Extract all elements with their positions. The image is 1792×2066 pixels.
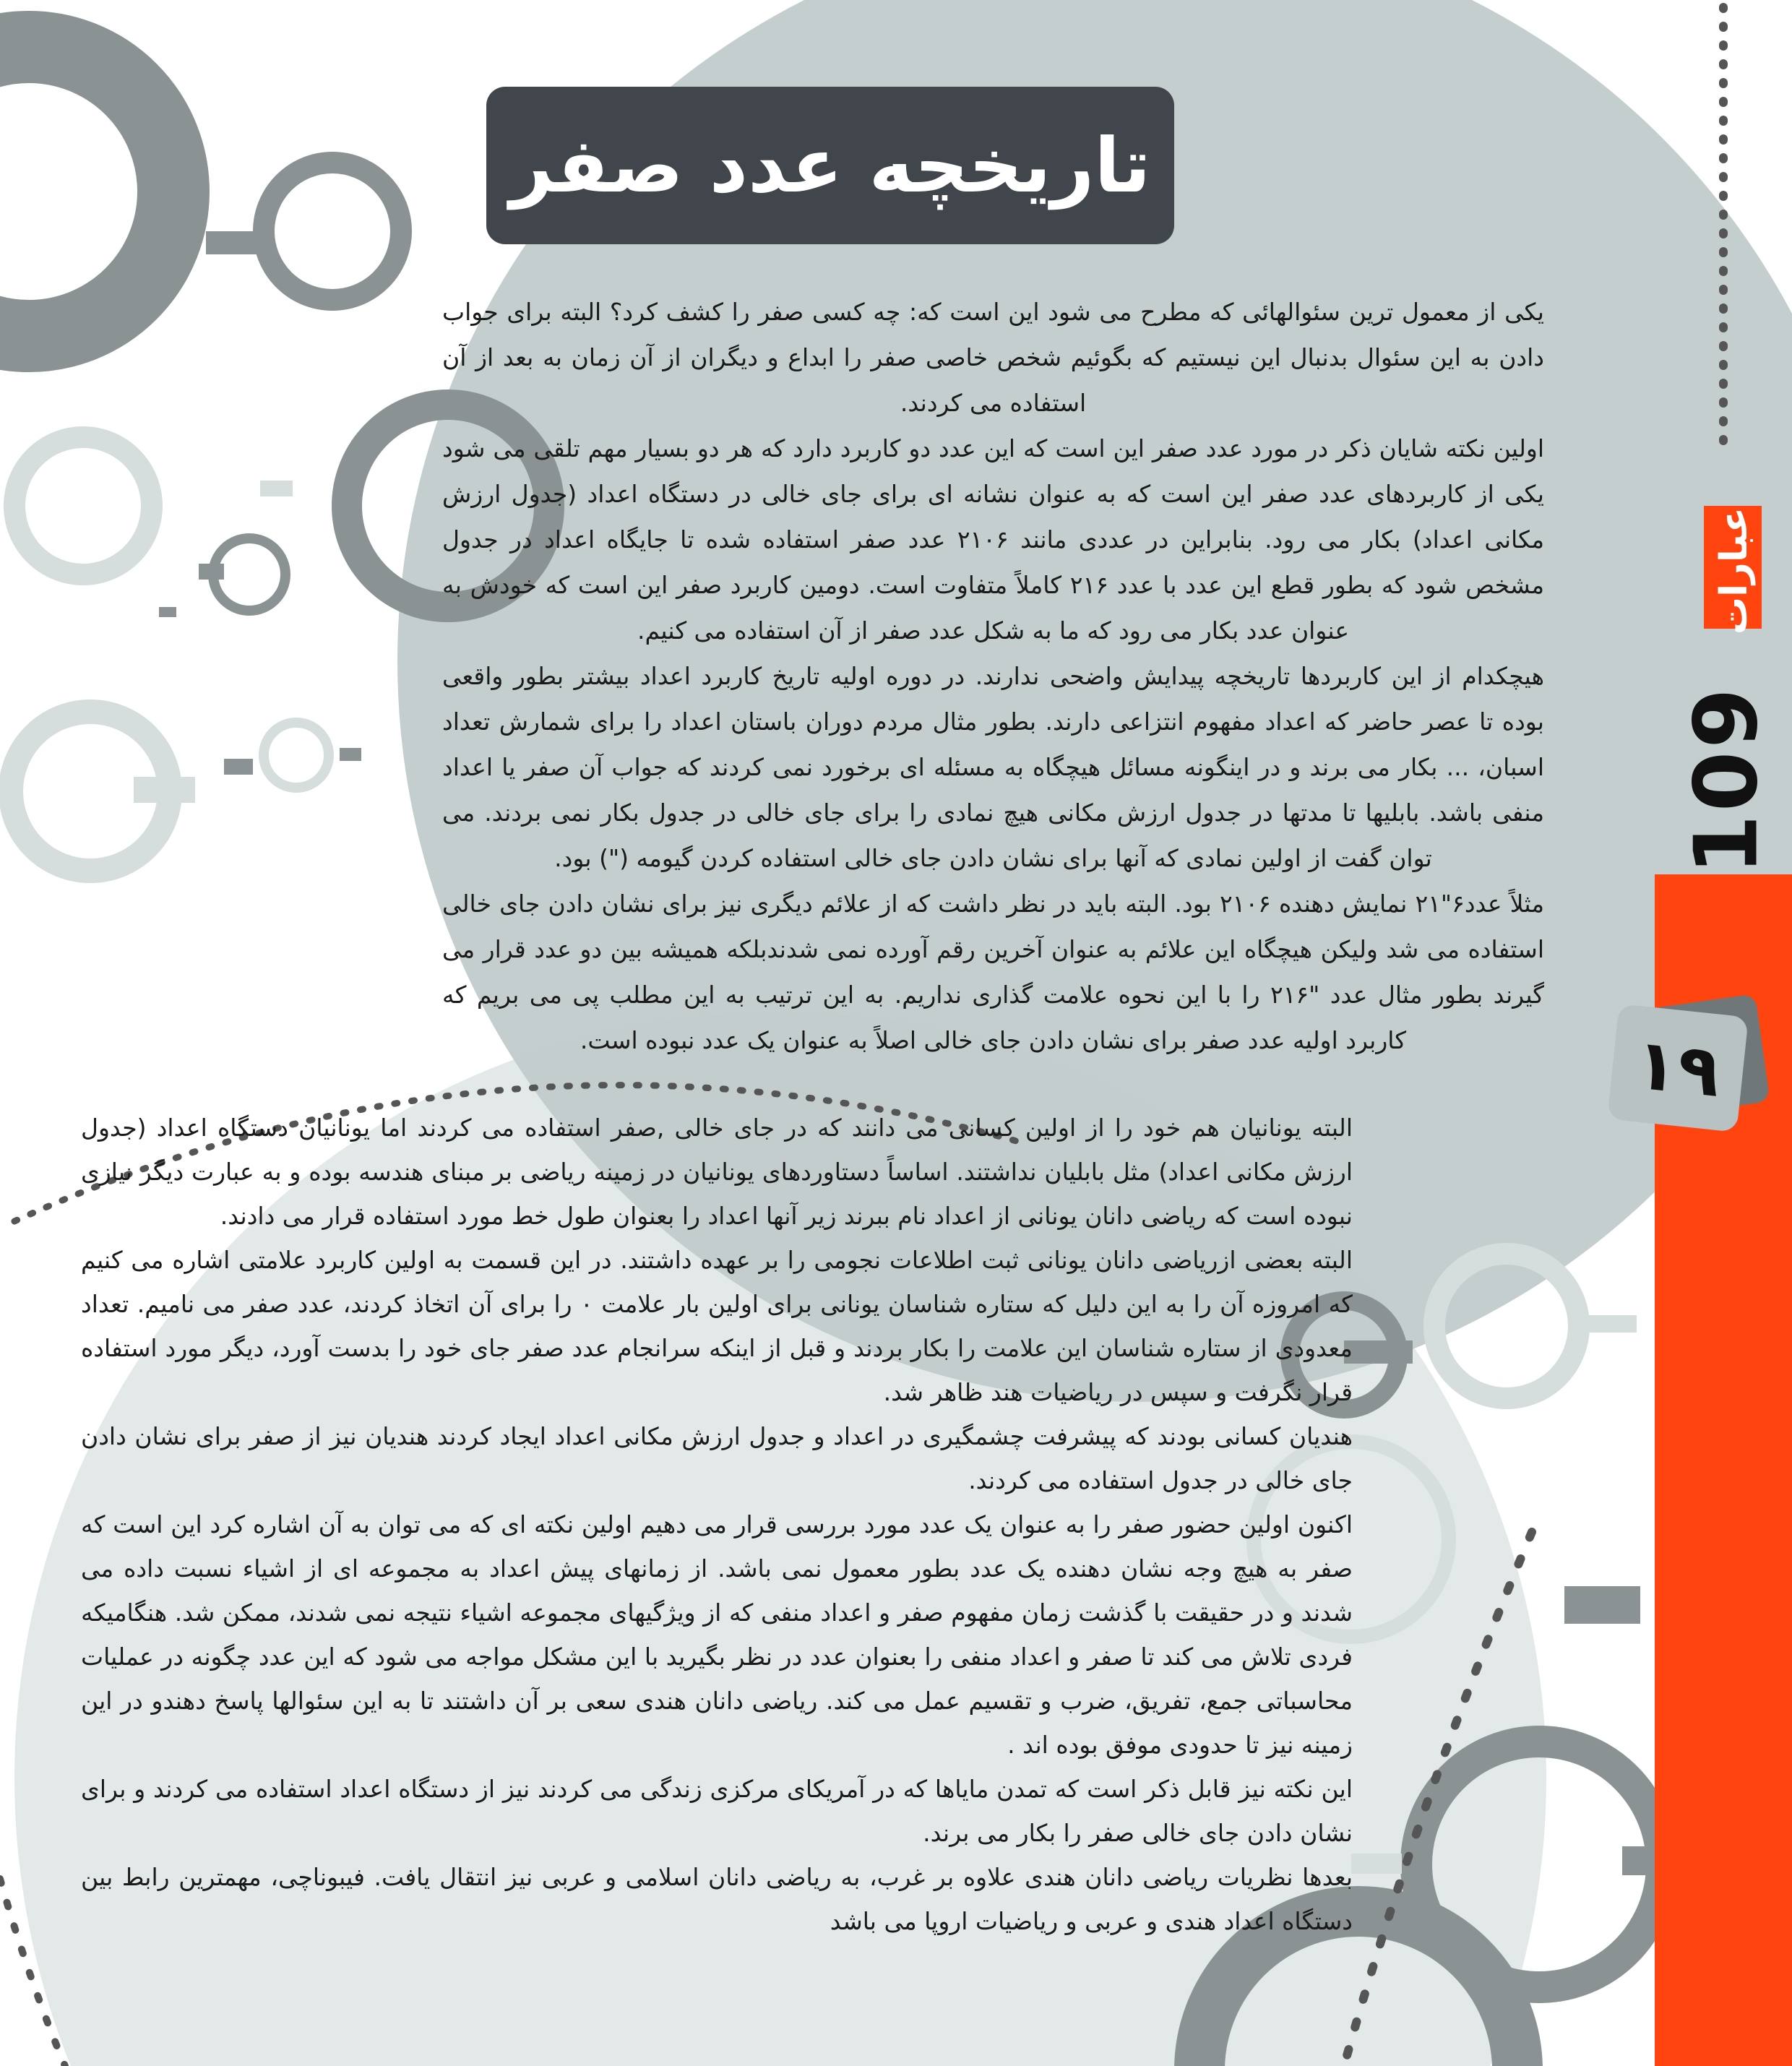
title-box	[486, 87, 1174, 244]
article-text-bottom	[81, 1106, 1353, 1943]
dash-left-6	[199, 564, 224, 580]
ring-left-small	[264, 163, 401, 300]
paragraph: اولین نکته شایان ذکر در مورد عدد صفر این است که این عدد دو کاربرد دارد که هر دو بسیار مهم تلقی می شود یکی از کاربردهای عدد صفر این است که به عنوان نشانه ای برای جای خالی در دستگاه اعداد (جدول ارزش مکانی اعداد) بکار می رود. بنابراین در عددی مانند ۲۱۰۶ عدد صفر استفاده شده تا جایگاه اعداد در جدول مشخص شود که بطور قطع این عدد با عدد ۲۱۶ کاملاً متفاوت است. دومین کاربرد صفر این است که خودش به عنوان عدد بکار می رود که ما به شکل عدد صفر از آن استفاده می کنیم.	[442, 434, 1544, 645]
paragraph: بعدها نظریات ریاضی دانان هندی علاوه بر غرب، به ریاضی دانان اسلامی و عربی نیز انتقال یافت. فیبوناچی، مهمترین رابط بین دستگاه اعداد هندی و عربی و ریاضیات اروپا می باشد	[81, 1863, 1353, 1935]
paragraph: هندیان کسانی بودند که پیشرفت چشمگیری در اعداد و جدول ارزش مکانی اعداد ایجاد کردند هندیان نیز از صفر برای نشان دادن جای خالی در جدول استفاده می کردند.	[81, 1422, 1353, 1494]
paragraph: یکی از معمول ترین سئوالهائی که مطرح می شود این است که: چه کسی صفر را کشف کرد؟ البته برای جواب دادن به این سئوال بدنبال این نیستیم که بگوئیم شخص خاصی صفر را ابداع و دیگران از آن زمان به بعد از آن استفاده می کردند.	[442, 298, 1544, 417]
page-title: تاریخچه عدد صفر	[509, 121, 1151, 210]
dash-right-4	[1622, 1846, 1651, 1875]
ring-left-pale-3	[264, 723, 329, 788]
dash-left-4	[224, 759, 253, 775]
dash-left-2	[260, 481, 293, 496]
dash-right-1	[1344, 1340, 1413, 1364]
dash-left-1	[206, 231, 257, 254]
paragraph: البته یونانیان هم خود را از اولین کسانی می دانند که در جای خالی ,صفر استفاده می کردند اما یونانیان دستگاه اعداد (جدول ارزش مکانی اعداد) مثل بابلیان نداشتند. اساساً دستاوردهای یونانیان در زمینه ریاضی بر مبنای هندسه بوده و به عبارت دیگر نیازی نبوده است که ریاضی دانان یونانی از اعداد نام ببرند زیر آنها اعداد را بعنوان طول خط مورد استفاده قرار می دادند.	[81, 1114, 1353, 1230]
page-number: ۱۹	[1607, 1004, 1749, 1132]
logo-persian-text: عبارات	[1713, 507, 1756, 635]
dash-right-2	[1582, 1315, 1637, 1333]
logo-number-text: 109	[1676, 685, 1778, 875]
paragraph: البته بعضی ازریاضی دانان یونانی ثبت اطلاعات نجومی را بر عهده داشتند. در این قسمت به اولین کاربرد علامتی اشاره می کنیم که امروزه آن را به این دلیل که ستاره شناسان یونانی برای اولین بار علامت ۰ را برای آن اتخاذ کردند، عدد صفر می نامیم. تعداد معدودی از ستاره شناسان این علامت را بکار بردند و قبل از اینکه سرانجام عدد صفر جای خود را بدست آورد، دیگر مورد استفاده قرار نگرفت و سپس در ریاضیات هند ظاهر شد.	[81, 1246, 1353, 1406]
dash-right-5	[1351, 1854, 1402, 1874]
paragraph: هیچکدام از این کاربردها تاریخچه پیدایش واضحی ندارند. در دوره اولیه تاریخ کاربرد اعداد بیشتر بطور واقعی بوده تا عصر حاضر که اعداد مفهوم انتزاعی دارند. بطور مثال مردم دوران باستان اعداد را برای شمارش تعداد اسبان، ... بکار می برند و در اینگونه مسائل هیچگاه به مسئله ای برخورد نمی کردند که جواب آن صفر یا اعداد منفی باشد. بابلیها تا مدتها در جدول ارزش مکانی هیچ نمادی را برای جای خالی در جدول بکار نمی بردند. می توان گفت از اولین نمادی که آنها برای نشان دادن جای خالی استفاده کردن گیومه (") بود.	[442, 662, 1544, 872]
article-text-top	[442, 289, 1544, 1063]
dash-left-7	[159, 607, 176, 617]
magazine-logo	[1676, 499, 1778, 875]
dash-left-3	[134, 777, 195, 803]
ring-left-pale	[14, 437, 152, 574]
dash-left-5	[340, 748, 361, 761]
paragraph: این نکته نیز قابل ذکر است که تمدن مایاها که در آمریکای مرکزی زندگی می کردند نیز از دستگاه اعداد استفاده می کردند و برای نشان دادن جای خالی صفر را بکار می برند.	[81, 1775, 1353, 1847]
dash-right-3	[1564, 1586, 1640, 1624]
paragraph: مثلاً عدد۶"۲۱ نمایش دهنده ۲۱۰۶ بود. البته باید در نظر داشت که از علائم دیگری نیز برای نشان دادن جای خالی استفاده می شد ولیکن هیچگاه این علائم به عنوان آخرین رقم آورده نمی شدندبلکه همیشه بین دو عدد قرار می گیرند بطور مثال عدد "۲۱۶ را با این نحوه علامت گذاری نداریم. به این ترتیب به این مطلب پی می بریم که کاربرد اولیه عدد صفر برای نشان دادن جای خالی اصلاً به عنوان یک عدد نبوده است.	[442, 890, 1545, 1054]
paragraph: اکنون اولین حضور صفر را به عنوان یک عدد مورد بررسی قرار می دهیم اولین نکته ای که می توان به آن اشاره کرد این است که صفر به هیچ وجه نشان دهنده یک عدد بطور معمول نمی باشد. از زمانهای پیش اعداد به مجموعه ای از اشیاء نسبت داده می شدند و در حقیقت با گذشت زمان مفهوم صفر و اعداد منفی که از ویژگیهای مجموعه اشیاء نتیجه نمی شدند، ممکن شد. هنگامیکه فردی تلاش می کند تا صفر و اعداد منفی را بعنوان عدد در نظر بگیرید با این مشکل مواجه می شود که این عدد چگونه در عملیات محاسباتی جمع، تفریق، ضرب و تقسیم عمل می کند. ریاضی دانان هندی سعی بر آن داشتند تا به این سئوالها پاسخ دهندو در این زمینه نیز تا حدودی موفق بوده اند .	[81, 1510, 1353, 1759]
ring-left-top	[0, 47, 173, 336]
